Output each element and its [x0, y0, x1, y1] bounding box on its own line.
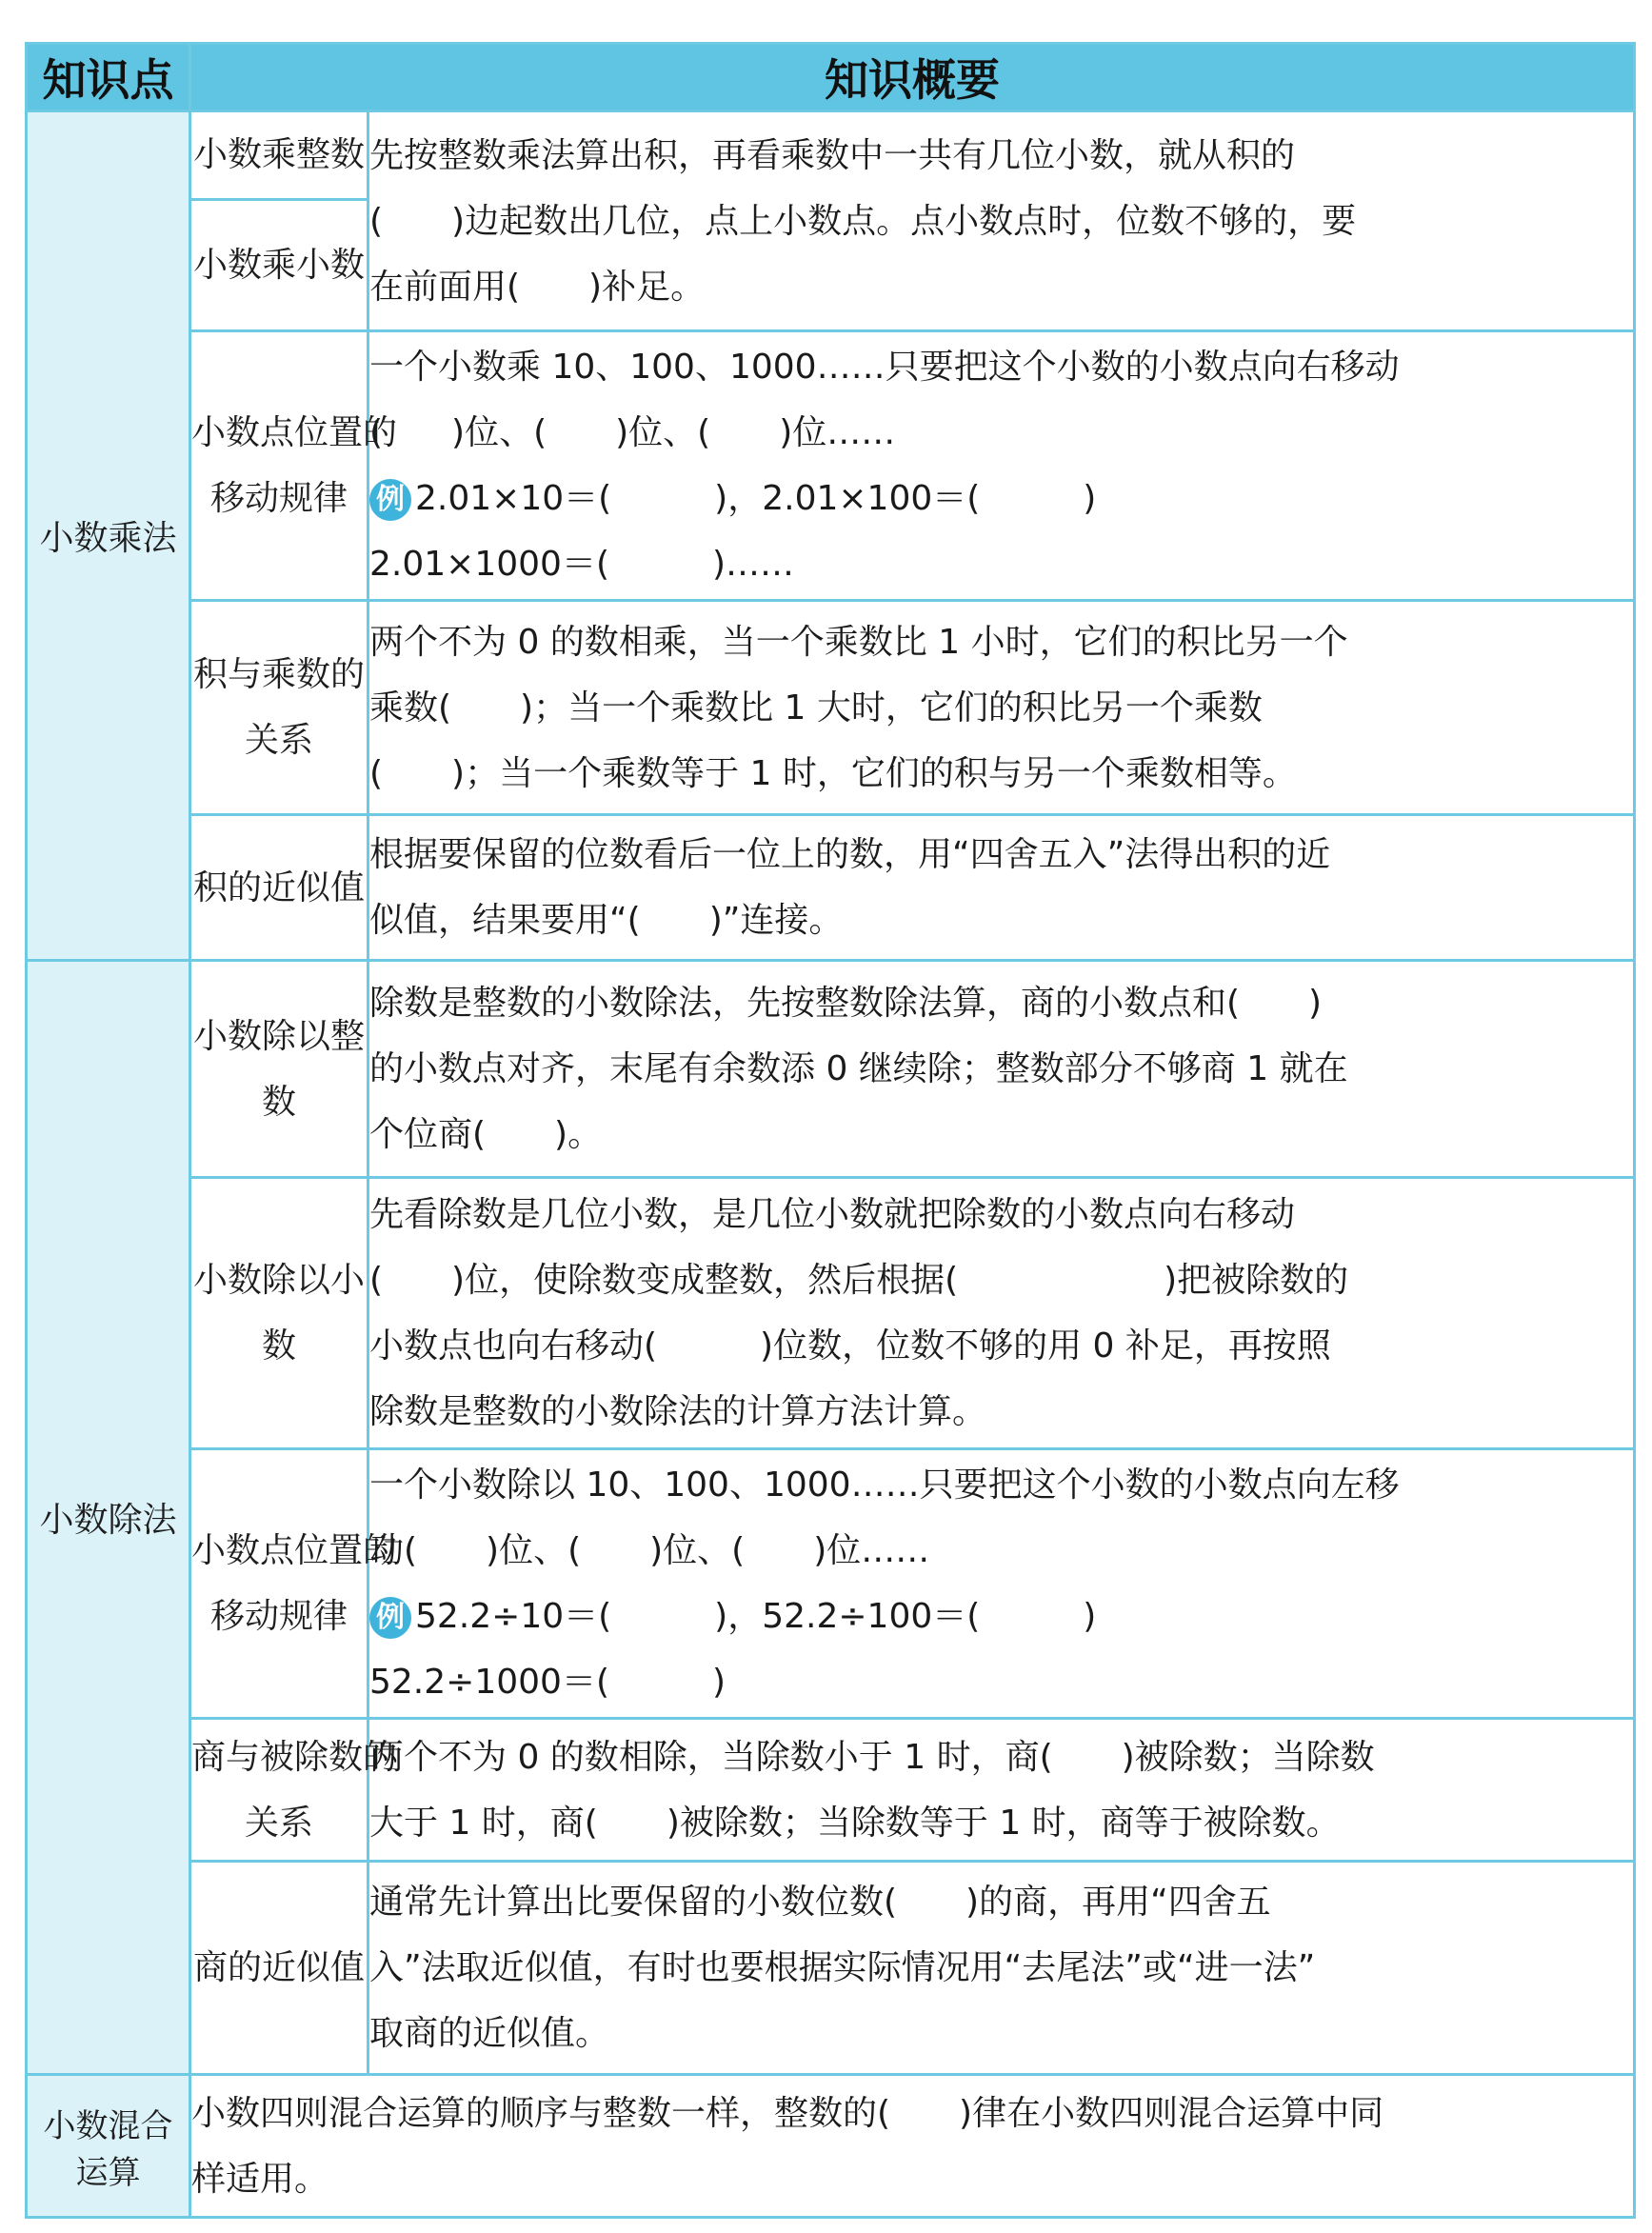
desc-line: ( )；当一个乘数等于 1 时，它们的积与另一个乘数相等。	[369, 753, 1297, 793]
subtopic-decimal-times-integer: 小数乘整数	[191, 112, 367, 201]
subtopic-label-line: 移动规律	[209, 1597, 348, 1636]
header-knowledge-summary: 知识概要	[190, 44, 1635, 111]
desc-line: 一个小数除以 10、100、1000……只要把这个小数的小数点向左移	[369, 1465, 1400, 1505]
table-row	[27, 1719, 1635, 1862]
desc-line: 大于 1 时，商( )被除数；当除数等于 1 时，商等于被除数。	[369, 1803, 1341, 1843]
example-badge-icon: 例	[369, 1597, 411, 1639]
category-decimal-mixed-operations: 小数混合运算	[27, 2075, 190, 2218]
desc-line: 先看除数是几位小数，是几位小数就把除数的小数点向右移动	[369, 1195, 1296, 1234]
table-header-row	[27, 44, 1635, 111]
example-text: 52.2÷10＝( )，52.2÷100＝( )	[415, 1597, 1097, 1636]
table-row	[27, 601, 1635, 815]
subtopic-product-approximation: 积的近似值	[190, 815, 368, 961]
subtopic-label-line: 关系	[244, 1803, 313, 1843]
table-row	[27, 2075, 1635, 2218]
table-row	[27, 961, 1635, 1178]
example-line	[369, 466, 1633, 531]
example-badge-icon: 例	[369, 479, 411, 521]
desc-line: 除数是整数的小数除法，先按整数除法算，商的小数点和( )	[369, 984, 1323, 1023]
table-row	[27, 1449, 1635, 1719]
description-cell	[368, 961, 1635, 1178]
desc-line: 动( )位、( )位、( )位……	[369, 1531, 930, 1570]
description-cell	[368, 1178, 1635, 1449]
description-cell	[368, 111, 1635, 331]
table-row	[27, 815, 1635, 961]
description-cell	[368, 1719, 1635, 1862]
desc-line: 样适用。	[191, 2159, 329, 2199]
subtopic-decimal-div-decimal: 小数除以小数	[190, 1178, 368, 1449]
desc-line: ( )边起数出几位，点上小数点。点小数点时，位数不够的，要	[369, 201, 1357, 241]
category-decimal-multiplication: 小数乘法	[27, 111, 190, 961]
example-text: 2.01×10＝( )，2.01×100＝( )	[415, 479, 1097, 518]
desc-line: 的小数点对齐，末尾有余数添 0 继续除；整数部分不够商 1 就在	[369, 1049, 1348, 1088]
table-row	[27, 111, 1635, 331]
header-knowledge-point: 知识点	[27, 44, 190, 111]
desc-line: 取商的近似值。	[369, 2014, 610, 2053]
subtopic-decimal-div-integer: 小数除以整数	[190, 961, 368, 1178]
desc-line: 根据要保留的位数看后一位上的数，用“四舍五入”法得出积的近	[369, 835, 1331, 874]
description-cell	[368, 1449, 1635, 1719]
desc-line: 52.2÷1000＝( )	[369, 1663, 726, 1702]
example-line	[369, 1584, 1633, 1649]
category-decimal-division: 小数除法	[27, 961, 190, 2075]
subtopic-label-line: 小数点位置的	[191, 413, 398, 452]
desc-line: 两个不为 0 的数相乘，当一个乘数比 1 小时，它们的积比另一个	[369, 622, 1348, 662]
desc-line: ( )位、( )位、( )位……	[369, 413, 896, 452]
desc-line: 两个不为 0 的数相除，当除数小于 1 时，商( )被除数；当除数	[369, 1737, 1375, 1777]
subtopic-decimal-point-shift-div	[190, 1449, 398, 1719]
table-row	[27, 1178, 1635, 1449]
subtopic-label-line: 小数点位置的	[191, 1531, 398, 1570]
desc-line: 一个小数乘 10、100、1000……只要把这个小数的小数点向右移动	[369, 348, 1400, 387]
table-row	[27, 1862, 1635, 2075]
desc-line: 小数点也向右移动( )位数，位数不够的用 0 补足，再按照	[369, 1326, 1331, 1366]
desc-line: 小数四则混合运算的顺序与整数一样，整数的( )律在小数四则混合运算中同	[191, 2093, 1384, 2133]
desc-line: 通常先计算出比要保留的小数位数( )的商，再用“四舍五	[369, 1883, 1271, 1922]
subtopic-label-line: 移动规律	[209, 479, 348, 518]
description-cell	[368, 601, 1635, 815]
description-cell	[368, 815, 1635, 961]
subtopic-quotient-approximation: 商的近似值	[190, 1862, 368, 2075]
subtopic-cell	[190, 111, 368, 331]
desc-line: 先按整数乘法算出积，再看乘数中一共有几位小数，就从积的	[369, 135, 1296, 175]
description-cell	[368, 331, 1635, 601]
desc-line: ( )位，使除数变成整数，然后根据( )把被除数的	[369, 1261, 1349, 1300]
desc-line: 似值，结果要用“( )”连接。	[369, 901, 844, 940]
desc-line: 在前面用( )补足。	[369, 267, 706, 307]
subtopic-label-line: 商与被除数的	[191, 1737, 398, 1777]
subtopic-quotient-dividend-relation	[190, 1719, 398, 1862]
subtopic-product-factor-relation: 积与乘数的关系	[190, 601, 368, 815]
description-cell	[190, 2075, 1635, 2218]
description-cell	[368, 1862, 1635, 2075]
subtopic-decimal-point-shift-mult	[190, 331, 398, 601]
desc-line: 入”法取近似值，有时也要根据实际情况用“去尾法”或“进一法”	[369, 1948, 1316, 1987]
knowledge-table	[25, 42, 1636, 2219]
desc-line: 乘数( )；当一个乘数比 1 大时，它们的积比另一个乘数	[369, 688, 1263, 728]
table-row	[27, 331, 1635, 601]
desc-line: 除数是整数的小数除法的计算方法计算。	[369, 1392, 987, 1431]
desc-line: 2.01×1000＝( )……	[369, 545, 795, 584]
desc-line: 个位商( )。	[369, 1115, 603, 1154]
subtopic-decimal-times-decimal: 小数乘小数	[192, 246, 365, 285]
